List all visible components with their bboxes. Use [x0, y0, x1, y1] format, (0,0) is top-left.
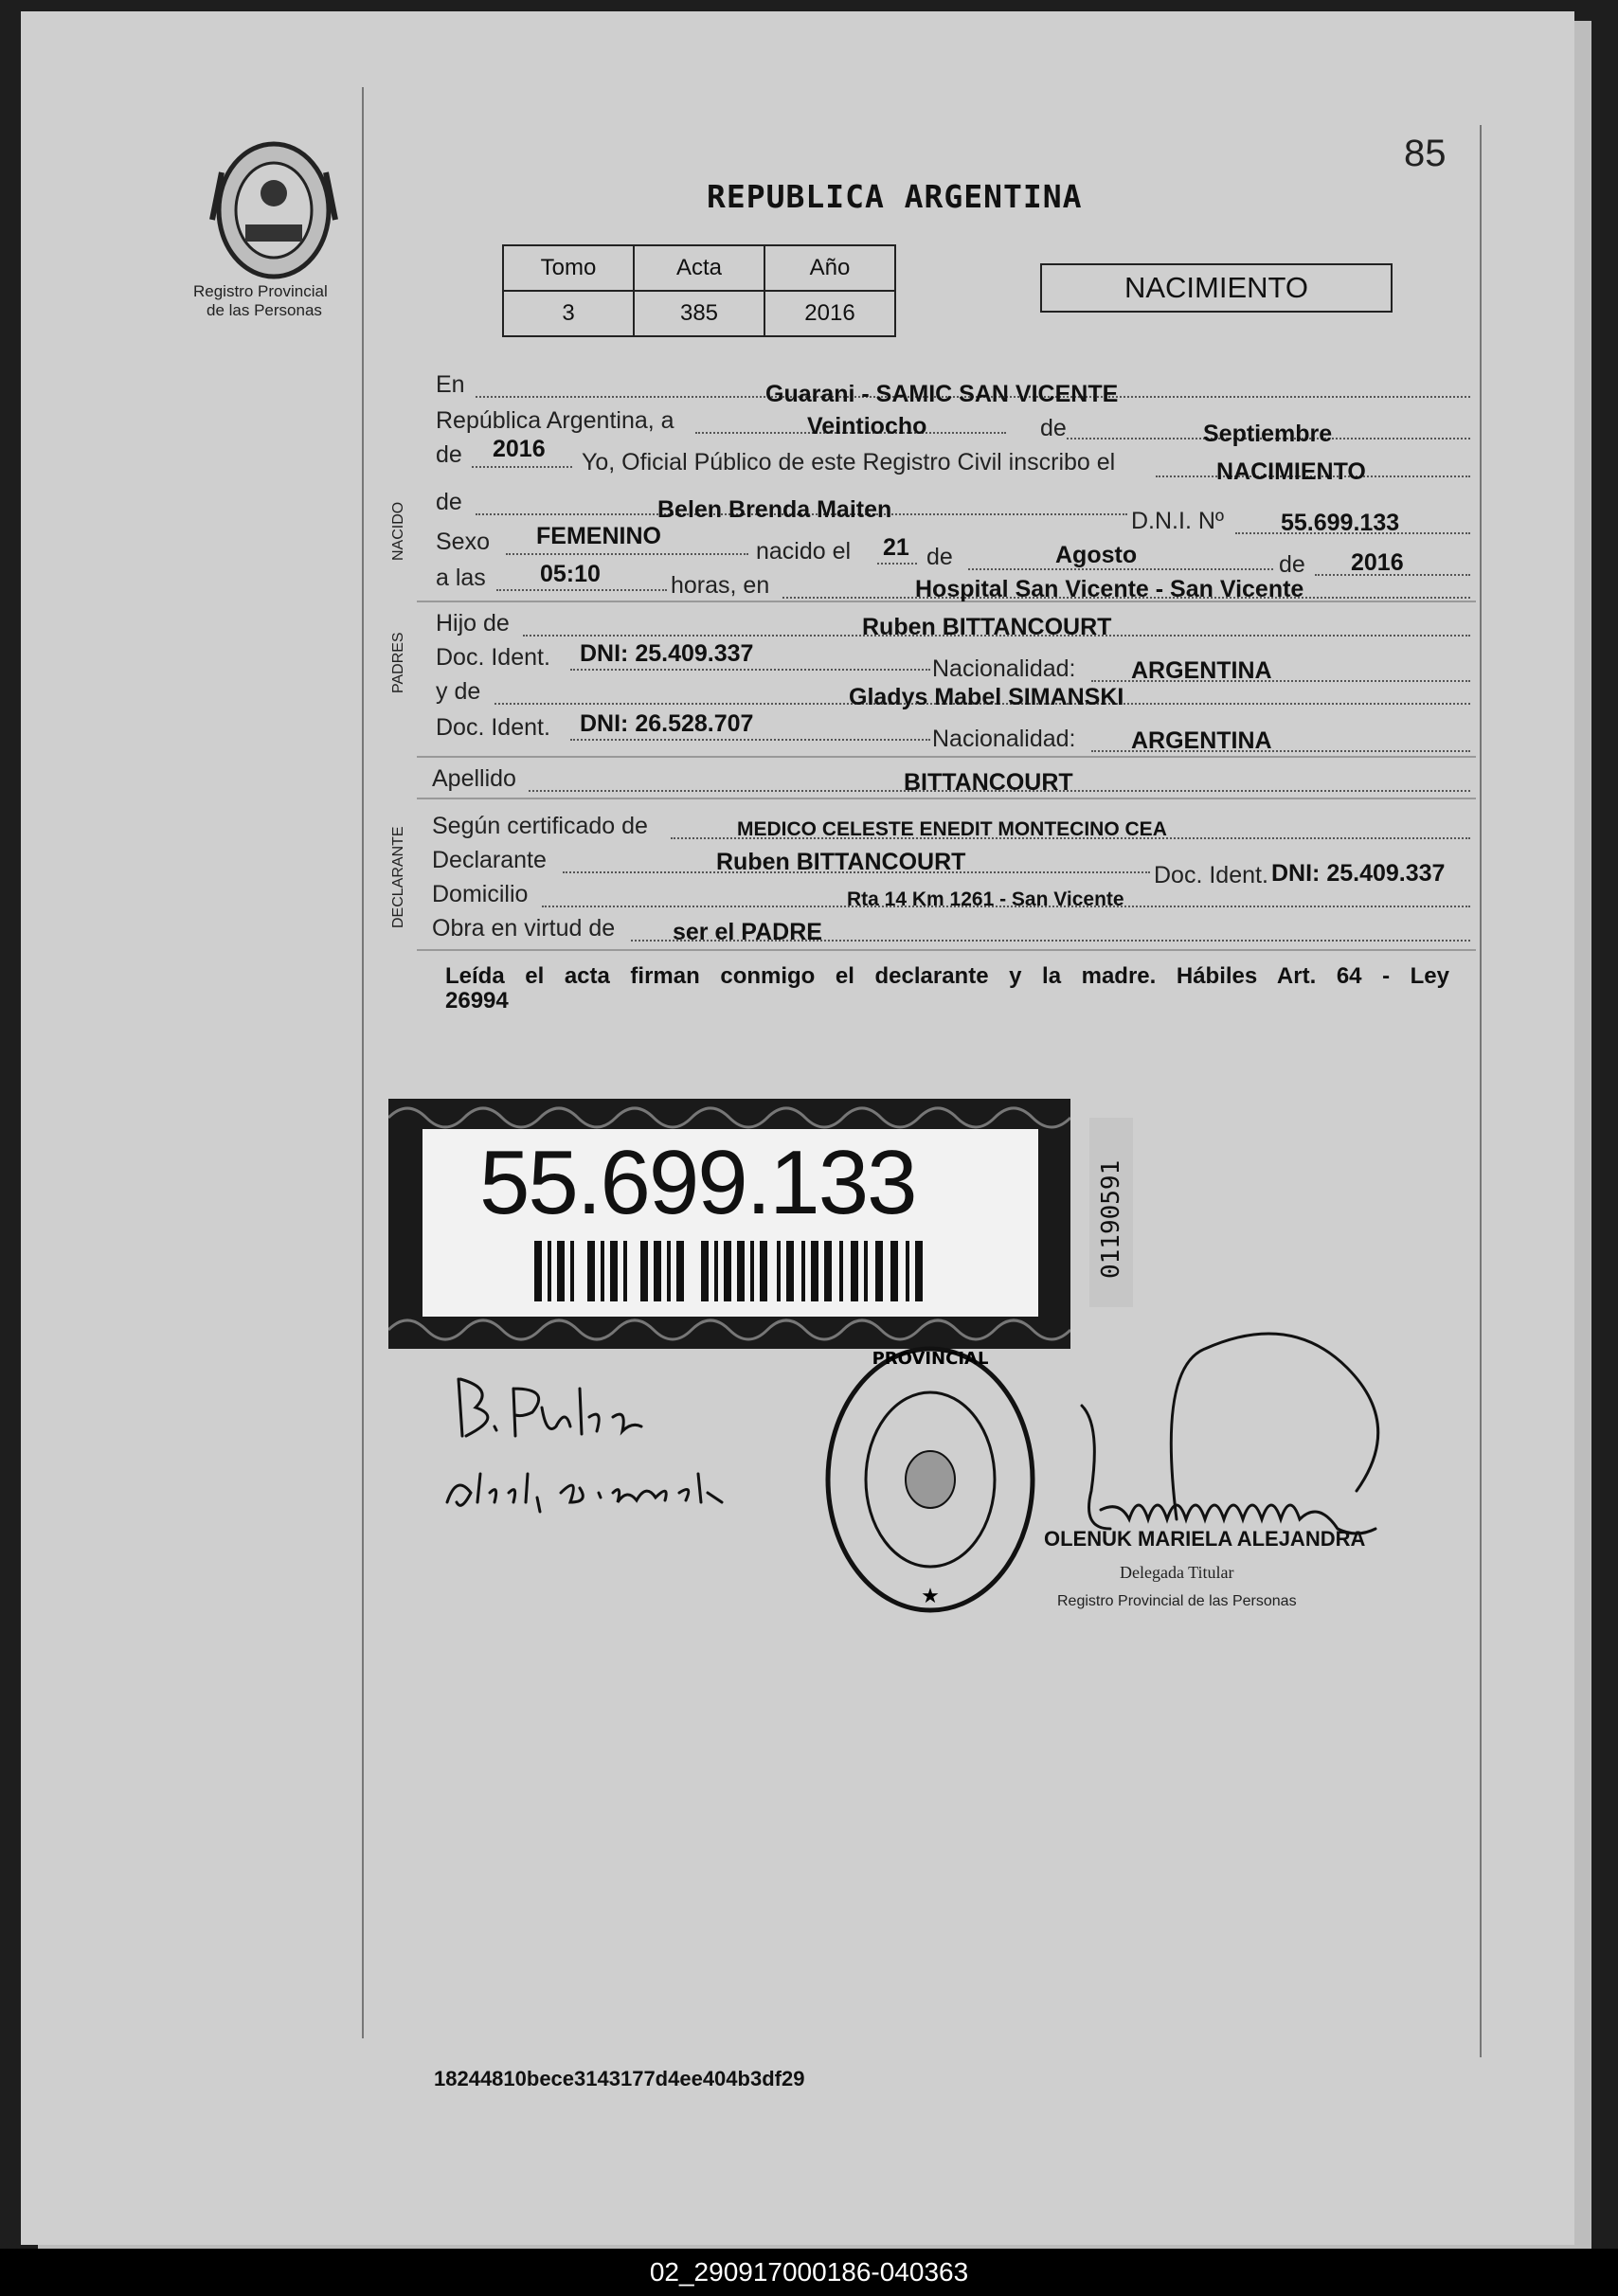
separator-2: [417, 756, 1476, 758]
tomo-header: Tomo: [503, 245, 634, 291]
barcode: [534, 1241, 932, 1301]
label-horas-en: horas, en: [671, 572, 770, 599]
label-doc-padre: Doc. Ident.: [436, 644, 550, 671]
dni-sticker: [388, 1099, 1070, 1349]
birth-day: 21: [883, 534, 909, 561]
label-sexo: Sexo: [436, 529, 490, 555]
right-margin-line: [1480, 125, 1482, 2057]
label-de-1: de: [1040, 415, 1067, 441]
left-margin-line: [362, 87, 364, 2038]
father-name: Ruben BITTANCOURT: [862, 614, 1112, 640]
label-declarante: Declarante: [432, 847, 547, 873]
birth-year: 2016: [1351, 549, 1404, 576]
separator-3: [417, 798, 1476, 799]
label-doc-madre: Doc. Ident.: [436, 714, 550, 741]
delegate-name: OLENUK MARIELA ALEJANDRA: [1044, 1527, 1366, 1551]
page-number: 85: [1404, 133, 1447, 174]
label-de-5: de: [1279, 551, 1305, 578]
declarant-role: ser el PADRE: [673, 919, 822, 945]
dni-number: 55.699.133: [479, 1132, 916, 1233]
section-padres: PADRES: [390, 632, 406, 693]
declarant-doc: DNI: 25.409.337: [1271, 860, 1446, 887]
label-y-de: y de: [436, 678, 481, 705]
separator-4: [417, 949, 1476, 951]
closing-line-2: 26994: [445, 988, 509, 1013]
closing-line-1: Leída el acta firman conmigo el declarante y la madre. Hábiles Art. 64 - Ley: [445, 963, 1449, 989]
certificate-doctor: MEDICO CELESTE ENEDIT MONTECINO CEA: [737, 818, 1167, 840]
anio-header: Año: [764, 245, 895, 291]
record-type: NACIMIENTO: [1124, 271, 1309, 304]
label-doc-declarante: Doc. Ident.: [1154, 862, 1268, 888]
record-type-box: [1040, 263, 1393, 313]
birth-place: Guarani - SAMIC SAN VICENTE: [765, 381, 1119, 407]
registry-stamp: [817, 1337, 1044, 1622]
label-republica: República Argentina, a: [436, 407, 674, 434]
mother-nationality: ARGENTINA: [1131, 727, 1272, 754]
label-nac-padre: Nacionalidad:: [932, 655, 1076, 682]
delegate-signature: [1044, 1311, 1442, 1614]
surname-value: BITTANCOURT: [904, 769, 1073, 796]
child-dni: 55.699.133: [1281, 510, 1400, 536]
child-name: Belen Brenda Maiten: [657, 496, 892, 523]
label-nacido-el: nacido el: [756, 538, 852, 565]
label-certificado: Según certificado de: [432, 813, 648, 839]
section-nacido: NACIDO: [390, 501, 406, 561]
father-doc: DNI: 25.409.337: [580, 640, 754, 667]
label-obra: Obra en virtud de: [432, 915, 616, 942]
birth-time: 05:10: [540, 561, 601, 587]
father-nationality: ARGENTINA: [1131, 657, 1272, 684]
record-reference-table: [502, 244, 896, 337]
sticker-serial: [1089, 1118, 1133, 1307]
dots-doc-padre: [570, 669, 930, 671]
label-hijo-de: Hijo de: [436, 610, 510, 637]
anio-value: 2016: [764, 291, 895, 336]
svg-text:PROVINCIAL: PROVINCIAL: [872, 1349, 989, 1369]
dots-dia-nac: [877, 563, 917, 565]
registry-name-2: de las Personas: [207, 301, 322, 319]
mother-doc: DNI: 26.528.707: [580, 710, 754, 737]
label-a-las: a las: [436, 565, 486, 591]
mother-name: Gladys Mabel SIMANSKI: [849, 684, 1124, 710]
registration-year: 2016: [493, 436, 546, 462]
declarant-address: Rta 14 Km 1261 - San Vicente: [847, 888, 1124, 910]
svg-text:★: ★: [921, 1585, 940, 1608]
birth-certificate-page: [21, 11, 1574, 2245]
document-title: REPUBLICA ARGENTINA: [707, 178, 1083, 215]
dots-sexo: [506, 553, 748, 555]
delegate-title: Delegada Titular: [1120, 1563, 1234, 1582]
dots-anio: [472, 466, 572, 468]
dots-doc-madre: [570, 739, 930, 741]
serial-number: 01190591: [1097, 1159, 1125, 1279]
province-seal: [203, 135, 345, 286]
sex-value: FEMENINO: [536, 523, 661, 549]
label-apellido: Apellido: [432, 765, 516, 792]
acta-header: Acta: [634, 245, 764, 291]
label-de-4: de: [926, 544, 953, 570]
closing-statement: [445, 964, 1449, 1013]
label-de-2: de: [436, 441, 462, 468]
label-de-3: de: [436, 489, 462, 515]
document-hash: 18244810bece3143177d4ee404b3df29: [434, 2067, 805, 2090]
delegate-office: Registro Provincial de las Personas: [1057, 1593, 1297, 1609]
acta-value: 385: [634, 291, 764, 336]
sticker-face: [422, 1129, 1038, 1317]
registration-month: Septiembre: [1203, 421, 1333, 447]
declarant-name: Ruben BITTANCOURT: [716, 849, 966, 875]
parent-signatures: [438, 1360, 779, 1531]
label-dni: D.N.I. Nº: [1131, 508, 1225, 534]
label-nac-madre: Nacionalidad:: [932, 726, 1076, 752]
label-oficial: Yo, Oficial Público de este Registro Civil inscribo el: [582, 449, 1116, 475]
birth-hospital: Hospital San Vicente - San Vicente: [915, 576, 1304, 602]
registration-day: Veintiocho: [807, 413, 927, 439]
label-en: En: [436, 371, 465, 398]
registry-name: Registro Provincial: [193, 282, 328, 300]
file-name-bar: 02_290917000186-040363: [0, 2249, 1618, 2296]
tomo-value: 3: [503, 291, 634, 336]
section-declarante: DECLARANTE: [390, 826, 406, 928]
label-domicilio: Domicilio: [432, 881, 529, 907]
dots-hora: [496, 589, 667, 591]
birth-month: Agosto: [1055, 542, 1138, 568]
act-type: NACIMIENTO: [1216, 458, 1366, 485]
